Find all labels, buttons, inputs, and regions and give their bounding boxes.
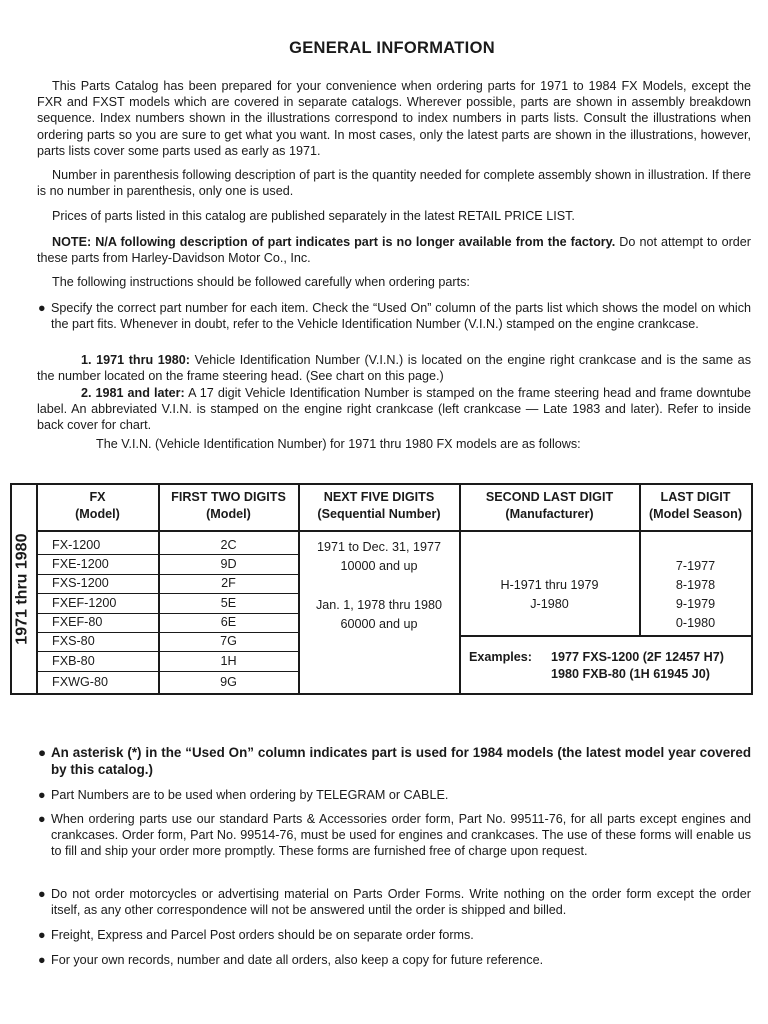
bullet-asterisk-text: An asterisk (*) in the “Used On” column indicates part is used for 1984 models (the latest model year covered by this catalog.) bbox=[51, 745, 751, 777]
table-row-digits: 2F bbox=[221, 576, 236, 590]
header-fx bbox=[37, 489, 158, 523]
header-second-last-l2: (Manufacturer) bbox=[505, 507, 594, 521]
header-next-five bbox=[299, 489, 459, 523]
bullet-telegram bbox=[37, 787, 751, 803]
note-rest: Do not attempt to order these parts from Harley-Davidson Motor Co., Inc. bbox=[37, 235, 751, 266]
season-1980: 0-1980 bbox=[675, 616, 716, 630]
bullet-asterisk bbox=[37, 744, 751, 778]
bullet-icon: ● bbox=[38, 887, 46, 901]
table-row-model: FXE-1200 bbox=[52, 557, 109, 571]
bullet-icon: ● bbox=[38, 788, 46, 802]
header-first-two-l2: (Model) bbox=[206, 507, 251, 521]
header-last-digit-l1: LAST DIGIT bbox=[660, 490, 731, 504]
season-1977: 7-1977 bbox=[675, 559, 716, 573]
header-fx-l1: FX bbox=[89, 490, 106, 504]
bullet-no-order bbox=[37, 886, 751, 918]
manufacturer-h: H-1971 thru 1979 bbox=[500, 578, 599, 592]
example-1977: 1977 FXS-1200 (2F 12457 H7) bbox=[551, 650, 724, 664]
table-row-model: FXWG-80 bbox=[52, 675, 108, 689]
bullet-telegram-text: Part Numbers are to be used when ordering by TELEGRAM or CABLE. bbox=[51, 788, 449, 802]
table-row-digits: 9G bbox=[220, 675, 237, 689]
header-next-five-l1: NEXT FIVE DIGITS bbox=[323, 490, 435, 504]
header-first-two-l1: FIRST TWO DIGITS bbox=[171, 490, 286, 504]
bullet-icon: ● bbox=[38, 928, 46, 942]
bullet-icon: ● bbox=[38, 812, 46, 826]
next-five-value-1: 10000 and up bbox=[340, 559, 418, 573]
header-next-five-l2: (Sequential Number) bbox=[317, 507, 441, 521]
header-fx-l2: (Model) bbox=[75, 507, 120, 521]
next-five-range-1: 1971 to Dec. 31, 1977 bbox=[317, 540, 441, 554]
season-1979: 9-1979 bbox=[675, 597, 716, 611]
vin-1971-bold: 1. 1971 thru 1980: bbox=[81, 353, 190, 367]
next-five-range-2: Jan. 1, 1978 thru 1980 bbox=[315, 598, 443, 612]
quantity-paragraph: Number in parenthesis following description of part is the quantity needed for complete assembly shown in illustration. If there is no number in parenthesis, only one is used. bbox=[37, 168, 751, 199]
table-row-digits: 7G bbox=[220, 634, 237, 648]
bullet-icon: ● bbox=[38, 301, 46, 315]
header-last-digit-l2: (Model Season) bbox=[648, 507, 743, 521]
vin-side-label-text: 1971 thru 1980 bbox=[13, 533, 31, 645]
bullet-order-forms-text: When ordering parts use our standard Parts & Accessories order form, Part No. 99511-76, for all parts except engines and crankcases. Order form, Part No. 99514-76, must be used for engines and crankcases. The use of these forms will enable us to fill and ship your order more promptly. These forms are furnished free of charge upon request. bbox=[51, 812, 751, 859]
intro-paragraph: This Parts Catalog has been prepared for your convenience when ordering parts for 1971 to 1984 FX Models, except the FXR and FXST models which are covered in separate catalogs. Wherever possible, parts are shown in assembly breakdown sequence. Index numbers shown in the illustrations correspond to index numbers in parts lists. Consult the illustrations when ordering parts so you are sure to get what you want. In most cases, only the latest parts are shown in the illustrations, however, parts lists cover some parts used as early as 1971. bbox=[37, 79, 751, 158]
next-five-value-2: 60000 and up bbox=[340, 617, 418, 631]
instructions-paragraph: The following instructions should be followed carefully when ordering parts: bbox=[52, 275, 470, 289]
vin-table bbox=[10, 483, 752, 695]
bullet-no-order-text: Do not order motorcycles or advertising material on Parts Order Forms. Write nothing on the order form except the order itself, as any other correspondence will not be answered until the order is shipped and billed. bbox=[51, 887, 751, 918]
bullet-icon: ● bbox=[38, 745, 47, 760]
table-row-digits: 9D bbox=[220, 557, 237, 571]
table-row-model: FXEF-80 bbox=[52, 615, 103, 629]
table-row-model: FX-1200 bbox=[52, 538, 101, 552]
bullet-order-forms bbox=[37, 811, 751, 860]
example-1980: 1980 FXB-80 (1H 61945 J0) bbox=[551, 667, 710, 681]
header-last-digit bbox=[640, 489, 751, 523]
table-row-digits: 2C bbox=[220, 538, 237, 552]
bullet-specify bbox=[37, 300, 751, 332]
vin-1971-paragraph bbox=[37, 352, 751, 384]
note-bold: NOTE: N/A following description of part indicates part is no longer available from the factory. bbox=[52, 235, 616, 249]
vin-side-label bbox=[10, 483, 36, 695]
header-second-last-l1: SECOND LAST DIGIT bbox=[485, 490, 614, 504]
table-row-model: FXEF-1200 bbox=[52, 596, 117, 610]
header-first-two bbox=[159, 489, 298, 523]
prices-paragraph: Prices of parts listed in this catalog are published separately in the latest RETAIL PRICE LIST. bbox=[52, 209, 575, 223]
bullet-icon: ● bbox=[38, 953, 46, 967]
vin-1981-bold: 2. 1981 and later: bbox=[81, 386, 185, 400]
vin-1981-text: A 17 digit Vehicle Identification Number is stamped on the frame steering head and frame downtube label. An abbreviated V.I.N. is stamped on the engine right crankcase (left crankcase — Late 1983 and later). Refer to inside back cover for chart. bbox=[37, 386, 752, 433]
vin-intro-line: The V.I.N. (Vehicle Identification Number) for 1971 thru 1980 FX models are as follows: bbox=[96, 437, 581, 451]
bullet-freight bbox=[37, 927, 751, 943]
bullet-specify-text: Specify the correct part number for each item. Check the “Used On” column of the parts list which shows the model on which the part fits. Whenever in doubt, refer to the Vehicle Identification Number (V.I.N.) stamped on the engine crankcase. bbox=[51, 301, 751, 332]
bullet-records bbox=[37, 952, 751, 968]
table-row-model: FXB-80 bbox=[52, 654, 95, 668]
vin-1971-text: Vehicle Identification Number (V.I.N.) is located on the engine right crankcase and is the same as the number located on the frame steering head. (See chart on this page.) bbox=[37, 353, 751, 384]
season-1978: 8-1978 bbox=[675, 578, 716, 592]
manufacturer-j: J-1980 bbox=[530, 597, 569, 611]
table-row-digits: 5E bbox=[220, 596, 237, 610]
header-second-last bbox=[460, 489, 639, 523]
table-row-model: FXS-80 bbox=[52, 634, 95, 648]
bullet-records-text: For your own records, number and date all orders, also keep a copy for future reference. bbox=[51, 953, 544, 967]
bullet-freight-text: Freight, Express and Parcel Post orders should be on separate order forms. bbox=[51, 928, 474, 942]
table-row-digits: 1H bbox=[220, 654, 237, 668]
note-paragraph bbox=[37, 234, 751, 266]
table-row-digits: 6E bbox=[220, 615, 237, 629]
vin-1981-paragraph bbox=[37, 385, 751, 434]
table-row-model: FXS-1200 bbox=[52, 576, 109, 590]
examples-label: Examples: bbox=[469, 650, 532, 664]
page-title: GENERAL INFORMATION bbox=[289, 39, 495, 57]
